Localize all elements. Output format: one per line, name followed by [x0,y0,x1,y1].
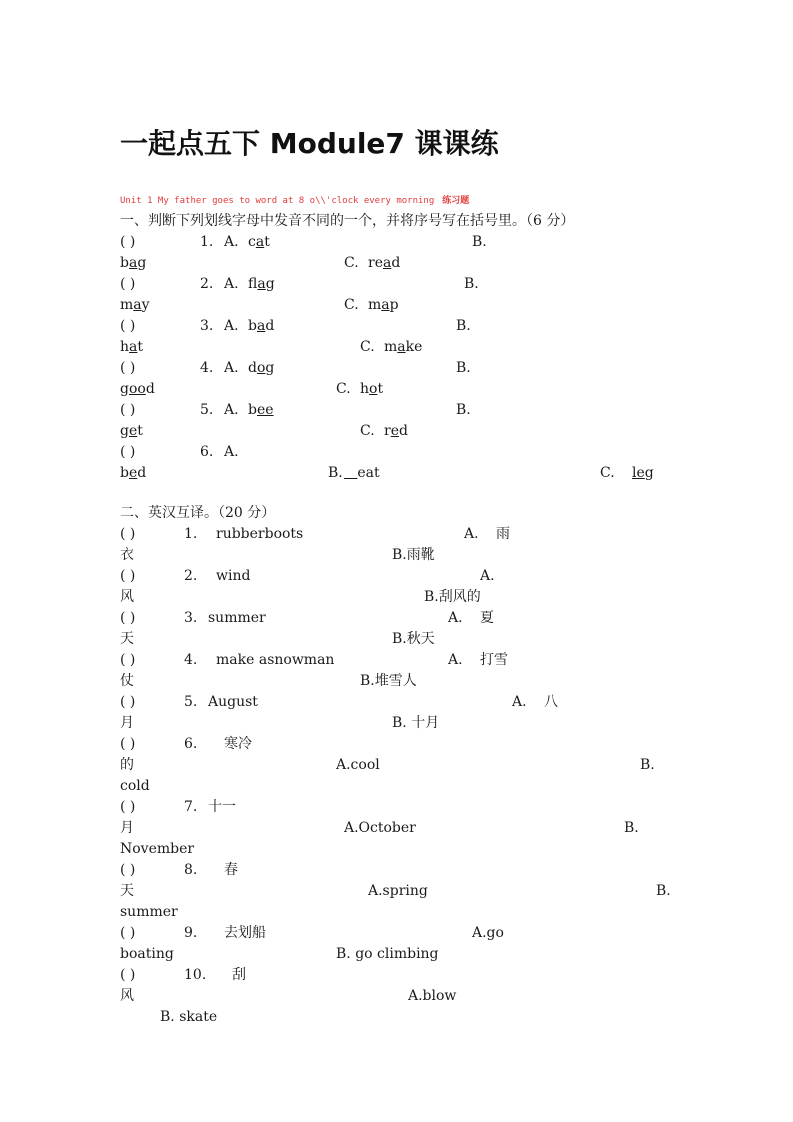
option-a-text: A.October [344,820,416,836]
answer-paren[interactable]: ( ) [120,360,136,376]
option-a-label: A. [448,610,463,626]
option-b-text: B.堆雪人 [360,673,417,689]
question-text: 十一 [208,799,236,815]
item-number: 3. [200,318,214,334]
question-text: 刮 [232,967,246,983]
section2-heading-text: 二、英汉互译。（20 分） [120,505,276,521]
option-a-text-cont: 月 [120,715,134,731]
option-b-text: B.秋天 [392,631,435,647]
item-number: 4. [184,652,198,668]
option-b-word: eat [357,465,380,481]
option-b-word: hat [120,339,144,355]
item-number: 3. [184,610,198,626]
option-a-text-cont: boating [120,946,174,962]
item-number: 2. [200,276,214,292]
option-b-label: B. [456,360,471,376]
answer-paren[interactable]: ( ) [120,526,136,542]
option-b-label: B. [472,234,487,250]
option-a-label: A. [464,526,479,542]
answer-paren[interactable]: ( ) [120,736,136,752]
item-number: 8. [184,862,198,878]
item-number: 6. [200,444,214,460]
option-b-label: B. [328,465,343,481]
option-a-text-cont: 天 [120,631,134,647]
exercise-tag: 练习题 [442,196,470,206]
option-b-text: November [120,841,195,857]
unit-title: Unit 1 My father goes to word at 8 o\\'clock every morning [120,196,435,206]
option-a-text: 打雪 [480,652,508,668]
option-a-word: flag [248,276,275,292]
option-a-label: A. [224,276,239,292]
question-text: August [208,694,258,710]
option-a-word: cat [248,234,270,250]
answer-paren[interactable]: ( ) [120,652,136,668]
option-b-label: B. [656,883,671,899]
option-a-label: A. [480,568,495,584]
option-a-text-cont: 衣 [120,547,134,563]
item-number: 6. [184,736,198,752]
item-number: 4. [200,360,214,376]
item-number: 1. [184,526,198,542]
item-number: 9. [184,925,198,941]
option-c-word: make [384,339,423,355]
answer-paren[interactable]: ( ) [120,318,136,334]
answer-paren[interactable]: ( ) [120,799,136,815]
option-b-label: B. [456,318,471,334]
option-b-word: get [120,423,143,439]
option-b-text: B. skate [160,1009,218,1025]
question-text-cont: 月 [120,820,134,836]
page-title: 一起点五下 Module7 课课练 [120,127,499,160]
question-text: wind [216,568,251,584]
answer-paren[interactable]: ( ) [120,967,136,983]
option-a-label: A. [448,652,463,668]
question-text: 寒冷 [224,736,252,752]
option-a-label: A. [512,694,527,710]
option-a-text: 雨 [496,526,510,542]
section1-heading-text: 一、判断下列划线字母中发音不同的一个，并将序号写在括号里。（6 分） [120,213,575,229]
option-a-text-cont: 仗 [120,673,134,689]
answer-paren[interactable]: ( ) [120,694,136,710]
question-text-cont: 天 [120,883,134,899]
option-b-text: B. go climbing [336,946,439,962]
option-b-text: summer [120,904,178,920]
option-a-word: dog [248,360,275,376]
item-number: 1. [200,234,214,250]
option-b-label: B. [640,757,655,773]
option-b-label: B. [624,820,639,836]
option-a-text: 八 [544,694,558,710]
option-a-label: A. [224,402,239,418]
option-c-word: map [368,297,399,313]
question-text-cont: 的 [120,757,134,773]
question-text: rubberboots [216,526,304,542]
option-b-text: cold [120,778,150,794]
question-text-cont: 风 [120,988,134,1004]
option-c-label: C. [600,465,615,481]
option-c-word: leg [632,465,654,481]
answer-paren[interactable]: ( ) [120,862,136,878]
option-a-label: A. [224,360,239,376]
item-number: 5. [184,694,198,710]
answer-paren[interactable]: ( ) [120,234,136,250]
question-text: 去划船 [224,925,266,941]
option-a-word: bad [248,318,275,334]
option-b-word: good [120,381,155,397]
option-a-word: bee [248,402,274,418]
option-c-label: C. [344,297,359,313]
option-c-label: C. [360,339,375,355]
option-a-text: 风 [120,589,134,605]
question-text: 春 [224,862,238,878]
answer-paren[interactable]: ( ) [120,276,136,292]
question-text: make asnowman [216,652,335,668]
option-c-label: C. [360,423,375,439]
answer-paren[interactable]: ( ) [120,444,136,460]
option-b-text: B.雨靴 [392,547,435,563]
answer-paren[interactable]: ( ) [120,925,136,941]
option-c-word: hot [360,381,384,397]
item-number: 10. [184,967,207,983]
option-c-label: C. [336,381,351,397]
option-c-label: C. [344,255,359,271]
option-a-text: 夏 [480,610,494,626]
option-b-text: B. 十月 [392,715,440,731]
option-b-word: may [120,297,150,313]
option-b-text: B.刮风的 [424,589,481,605]
option-b-label: B. [456,402,471,418]
answer-paren[interactable]: ( ) [120,402,136,418]
item-number: 5. [200,402,214,418]
option-a-label: A. [224,444,239,460]
option-a-label: A. [224,318,239,334]
option-c-word: read [368,255,401,271]
option-a-label: A. [224,234,239,250]
option-a-text: A.blow [408,988,457,1004]
item-number: 7. [184,799,198,815]
answer-paren[interactable]: ( ) [120,610,136,626]
option-c-word: red [384,423,408,439]
option-a-word: bed [120,465,147,481]
option-a-text: A.cool [336,757,380,773]
question-text: summer [208,610,266,626]
answer-paren[interactable]: ( ) [120,568,136,584]
option-b-label: B. [464,276,479,292]
option-b-word: bag [120,255,147,271]
option-a-text: A.spring [368,883,428,899]
item-number: 2. [184,568,198,584]
unit-subtitle [120,195,469,207]
option-a-text: A.go [472,925,504,941]
